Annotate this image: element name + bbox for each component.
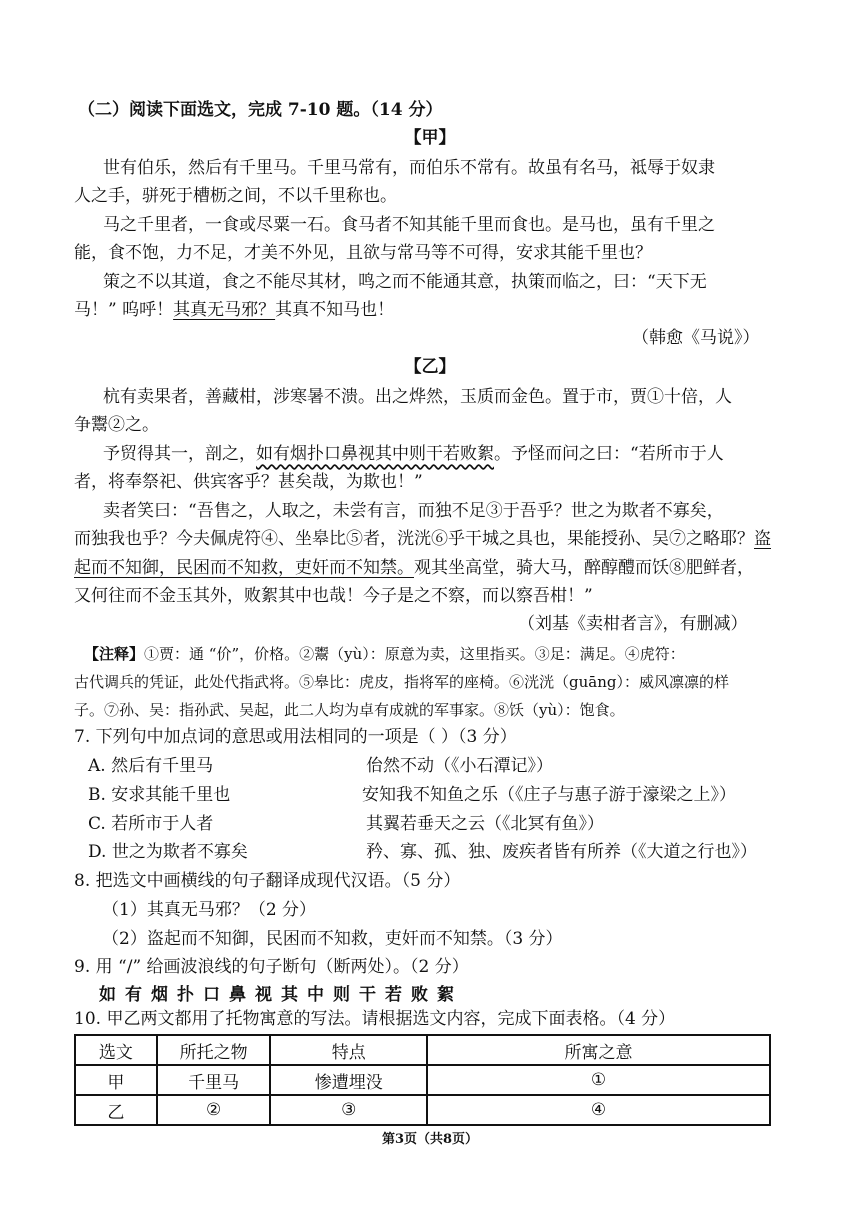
yi-text: 。予怪而问之曰：“若所市于人 xyxy=(494,444,724,464)
q7-option-d-left: D. 世之为欺者不寡矣 xyxy=(88,842,248,862)
yi-text: 而独我也乎？今夫佩虎符④、坐皋比⑤者，洸洸⑥乎干城之具也，果能授孙、吴⑦之略耶？ xyxy=(74,529,754,549)
table-header-cell: 选文 xyxy=(75,1035,157,1065)
q7-stem: 7. 下列句中加点词的意思或用法相同的一项是（ ）（3 分） xyxy=(74,727,517,747)
jia-paragraph-3-line-2 xyxy=(74,298,394,322)
section-header: （二）阅读下面选文，完成 7-10 题。（14 分） xyxy=(78,100,443,120)
q8-sentence-2: （2）盗起而不知御，民困而不知救，吏奸而不知禁。（3 分） xyxy=(102,929,563,949)
notes-label: 【注释】 xyxy=(84,645,145,663)
answer-blank-cell: ② xyxy=(157,1095,271,1125)
jia-paragraph-1-line-1: 世有伯乐，然后有千里马。千里马常有，而伯乐不常有。故虽有名马，祗辱于奴隶 xyxy=(103,158,715,178)
yi-paragraph-3-line-1: 卖者笑曰：“吾售之，人取之，未尝有言，而独不足③于吾乎？世之为欺者不寡矣， xyxy=(103,501,724,521)
table-cell: 千里马 xyxy=(157,1065,271,1095)
jia-underlined-sentence: 其真无马邪？ xyxy=(173,300,276,320)
q7-option-a-left: A. 然后有千里马 xyxy=(88,756,214,776)
jia-heading: 【甲】 xyxy=(404,128,456,148)
yi-underlined-sentence: 起而不知御，民困而不知救，吏奸而不知禁。 xyxy=(74,558,414,578)
yi-paragraph-3-line-2 xyxy=(74,527,771,551)
yi-text: 观其坐高堂，骑大马，醉醇醴而饫⑧肥鲜者， xyxy=(414,558,754,578)
q7-option-d-right: 矜、寡、孤、独、废疾者皆有所养（《大道之行也》） xyxy=(366,842,757,862)
table-row xyxy=(75,1065,770,1095)
jia-text: 马！” 呜呼！ xyxy=(74,300,174,320)
yi-paragraph-1-line-2: 争鬻②之。 xyxy=(74,415,159,435)
q10-answer-table xyxy=(74,1034,771,1126)
q7-option-b-right: 安知我不知鱼之乐（《庄子与惠子游于濠梁之上》） xyxy=(362,785,736,805)
yi-paragraph-3-line-4: 又何往而不金玉其外，败絮其中也哉！今子是之不察，而以察吾柑！” xyxy=(74,586,593,606)
notes-line-1 xyxy=(84,642,685,666)
answer-blank-cell: ④ xyxy=(427,1095,770,1125)
page-footer: 第3页（共8页） xyxy=(381,1132,479,1147)
table-header-cell: 所托之物 xyxy=(157,1035,271,1065)
q8-sentence-1: （1）其真无马邪？（2 分） xyxy=(102,900,317,920)
jia-text: 其真不知马也！ xyxy=(275,300,395,320)
q9-sentence: 如有烟扑口鼻视其中则干若败絮 xyxy=(99,985,463,1005)
q7-option-c-right: 其翼若垂天之云（《北冥有鱼》） xyxy=(366,814,604,834)
table-header-cell: 所寓之意 xyxy=(427,1035,770,1065)
jia-paragraph-1-line-2: 人之手，骈死于槽枥之间，不以千里称也。 xyxy=(74,186,397,206)
jia-paragraph-2-line-2: 能，食不饱，力不足，才美不外见，且欲与常马等不可得，安求其能千里也？ xyxy=(74,243,652,263)
table-cell: 惨遭埋没 xyxy=(270,1065,427,1095)
yi-underlined-sentence: 盗 xyxy=(754,529,771,549)
notes-text: ①贾：通 “价”，价格。②鬻（yù）：原意为卖，这里指买。③足：满足。④虎符： xyxy=(144,645,685,663)
q8-stem: 8. 把选文中画横线的句子翻译成现代汉语。（5 分） xyxy=(74,871,461,891)
q7-option-c-left: C. 若所市于人者 xyxy=(88,814,214,834)
table-cell: 甲 xyxy=(75,1065,157,1095)
answer-blank-cell: ① xyxy=(427,1065,770,1095)
jia-paragraph-2-line-1: 马之千里者，一食或尽粟一石。食马者不知其能千里而食也。是马也，虽有千里之 xyxy=(103,215,715,235)
yi-paragraph-2-line-2: 者，将奉祭祀、供宾客乎？甚矣哉，为欺也！” xyxy=(74,472,423,492)
yi-text: 予贸得其一，剖之， xyxy=(103,444,256,464)
answer-blank-cell: ③ xyxy=(270,1095,427,1125)
yi-paragraph-1-line-1: 杭有卖果者，善藏柑，涉寒暑不溃。出之烨然，玉质而金色。置于市，贾①十倍，人 xyxy=(103,387,732,407)
table-header-row xyxy=(75,1035,770,1065)
yi-wavy-underlined-sentence: 如有烟扑口鼻视其中则干若败絮 xyxy=(256,444,494,464)
table-row xyxy=(75,1095,770,1125)
yi-paragraph-2-line-1 xyxy=(103,442,724,466)
q7-option-b-left: B. 安求其能千里也 xyxy=(88,785,231,805)
yi-paragraph-3-line-3 xyxy=(74,556,754,580)
notes-line-2: 古代调兵的凭证，此处代指武将。⑤皋比：虎皮，指将军的座椅。⑥洸洸（guāng）：威风凛凛的样 xyxy=(74,673,729,691)
notes-line-3: 子。⑦孙、吴：指孙武、吴起，此二人均为卓有成就的军事家。⑧饫（yù）：饱食。 xyxy=(74,701,625,719)
q7-option-a-right: 佁然不动（《小石潭记》） xyxy=(366,756,553,776)
jia-source: （韩愈《马说》） xyxy=(632,328,760,348)
yi-source: （刘基《卖柑者言》，有删减） xyxy=(518,614,748,634)
q9-stem: 9. 用 “/” 给画波浪线的句子断句（断两处）。（2 分） xyxy=(74,957,469,977)
jia-paragraph-3-line-1: 策之不以其道，食之不能尽其材，鸣之而不能通其意，执策而临之，曰：“天下无 xyxy=(103,272,707,292)
table-header-cell: 特点 xyxy=(270,1035,427,1065)
q10-stem: 10. 甲乙两文都用了托物寓意的写法。请根据选文内容，完成下面表格。（4 分） xyxy=(74,1009,676,1029)
table-cell: 乙 xyxy=(75,1095,157,1125)
yi-heading: 【乙】 xyxy=(404,357,456,377)
